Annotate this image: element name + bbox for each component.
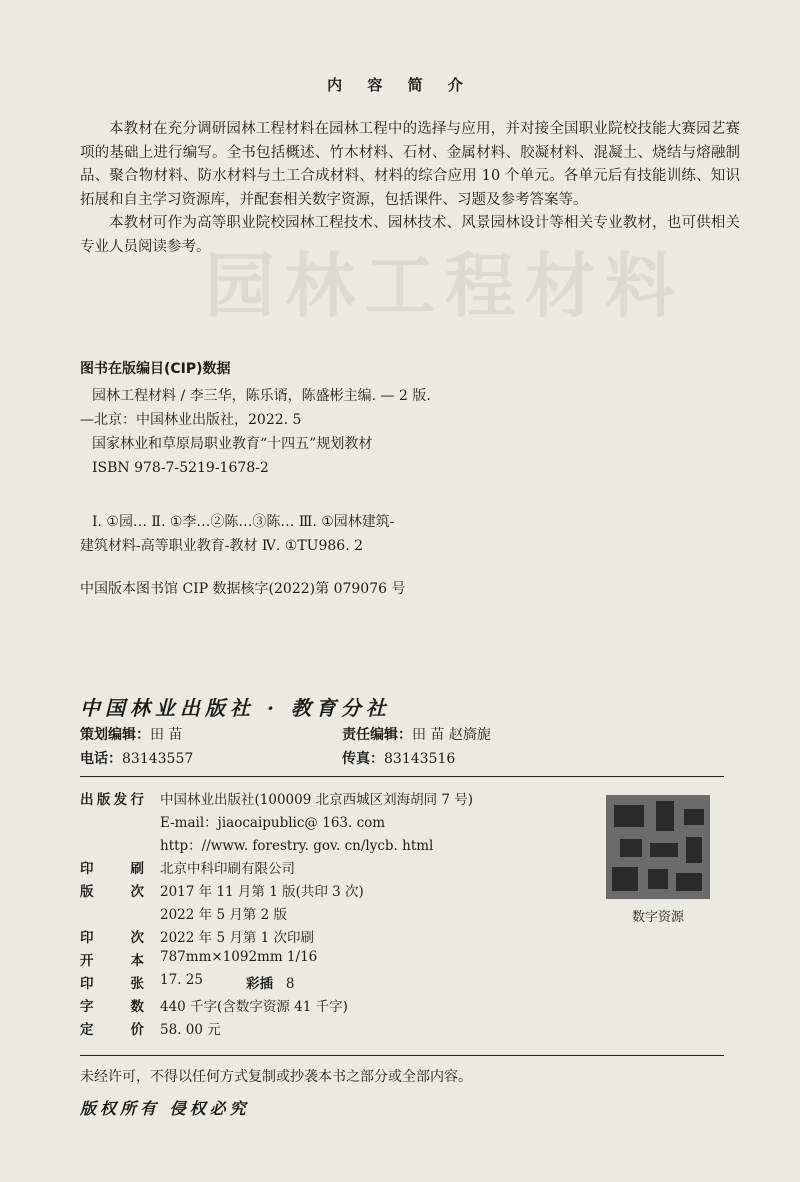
qr-module [614,805,644,827]
qr-caption: 数字资源 [631,910,684,925]
summary-title: 内 容 简 介 [327,76,473,94]
qr-module [686,837,702,863]
cip-record [80,384,431,480]
responsible-editor [342,724,491,744]
editors-block [80,724,720,772]
edition-value: 2017 年 11 月第 1 版(共印 3 次) [160,884,364,900]
format-label: 开 本 [80,953,144,969]
sheets-label: 印 张 [80,976,144,992]
summary-text [80,118,740,259]
cip-line: 国家林业和草原局职业教育“十四五”规划教材 [92,436,373,452]
plates-value: 8 [285,976,295,992]
responsible-editor-label: 责任编辑： [342,727,412,743]
summary-paragraph: 本教材在充分调研园林工程材料在园林工程中的选择与应用，并对接全国职业院校技能大赛园艺赛项的基础上进行编写。全书包括概述、竹木材料、石材、金属材料、胶凝材料、混凝土、烧结与熔融制品、聚合物材料、防水材料与土工合成材料、材料的综合应用 10 个单元。各单元后有技能训练、知识拓展和自主学习资源库，并配套相关数字资源，包括课件、习题及参考答案等。 [80,121,740,208]
qr-module [648,869,668,889]
copyright-notice: 未经许可，不得以任何方式复制或抄袭本书之部分或全部内容。 [80,1069,472,1085]
cip-line: ISBN 978-7-5219-1678-2 [92,460,269,476]
price-value: 58. 00 元 [160,1022,221,1038]
plates-label: 彩插 [246,976,273,992]
qr-code[interactable] [606,795,710,899]
cip-line: —北京：中国林业出版社，2022. 5 [80,412,302,428]
divider-top [80,776,724,777]
sheets-value: 17. 25 [160,972,203,988]
cip-line: 园林工程材料 / 李三华，陈乐谞，陈盛彬主编. — 2 版. [92,388,431,404]
editors-row [80,748,720,772]
cip-classification [80,510,395,558]
planning-editor-value: 田 苗 [150,727,183,743]
distribution-label: 出版发行 [80,792,144,808]
classification-line: 建筑材料-高等职业教育-教材 Ⅳ. ①TU986. 2 [80,538,364,554]
summary-paragraph: 本教材可作为高等职业院校园林工程技术、园林技术、风景园林设计等相关专业教材，也可供相关专业人员阅读参考。 [80,215,740,255]
qr-module [650,843,678,857]
fax [342,748,455,768]
phone-value: 83143557 [122,751,194,767]
fax-value: 83143516 [384,751,456,767]
fax-label: 传真： [342,751,384,767]
distribution-value: 中国林业出版社(100009 北京西城区刘海胡同 7 号) [160,792,474,808]
cip-number: 中国版本图书馆 CIP 数据核字(2022)第 079076 号 [80,581,406,597]
cip-heading: 图书在版编目(CIP)数据 [80,361,231,377]
printing-label: 印 次 [80,930,144,946]
printer-label: 印 刷 [80,861,144,877]
plates [246,972,294,992]
qr-module [612,867,638,891]
phone-label: 电话： [80,751,122,767]
format-value: 787mm×1092mm 1/16 [160,949,318,965]
publisher-name: 中国林业出版社 · 教育分社 [80,696,391,720]
qr-module [684,809,704,825]
divider-bottom [80,1055,724,1056]
qr-module [656,801,674,831]
website-text: http：//www. forestry. gov. cn/lycb. html [160,838,434,854]
qr-module [620,839,642,857]
printer-value: 北京中科印刷有限公司 [160,861,295,877]
edition-value-second: 2022 年 5 月第 2 版 [160,907,287,923]
qr-module [676,873,702,891]
editors-row [80,724,720,748]
words-label: 字 数 [80,999,144,1015]
classification-line: Ⅰ. ①园… Ⅱ. ①李…②陈…③陈… Ⅲ. ①园林建筑- [92,514,395,530]
price-label: 定 价 [80,1022,144,1038]
edition-label: 版 次 [80,884,144,900]
words-value: 440 千字(含数字资源 41 千字) [160,999,348,1015]
email-text: E-mail：jiaocaipublic@ 163. com [160,815,386,831]
show-through-cover-title: 园林工程材料 [205,245,685,327]
planning-editor-label: 策划编辑： [80,727,150,743]
printing-value: 2022 年 5 月第 1 次印刷 [160,930,314,946]
responsible-editor-value: 田 苗 赵旖旎 [412,727,491,743]
rights-reserved: 版权所有 侵权必究 [80,1099,250,1118]
